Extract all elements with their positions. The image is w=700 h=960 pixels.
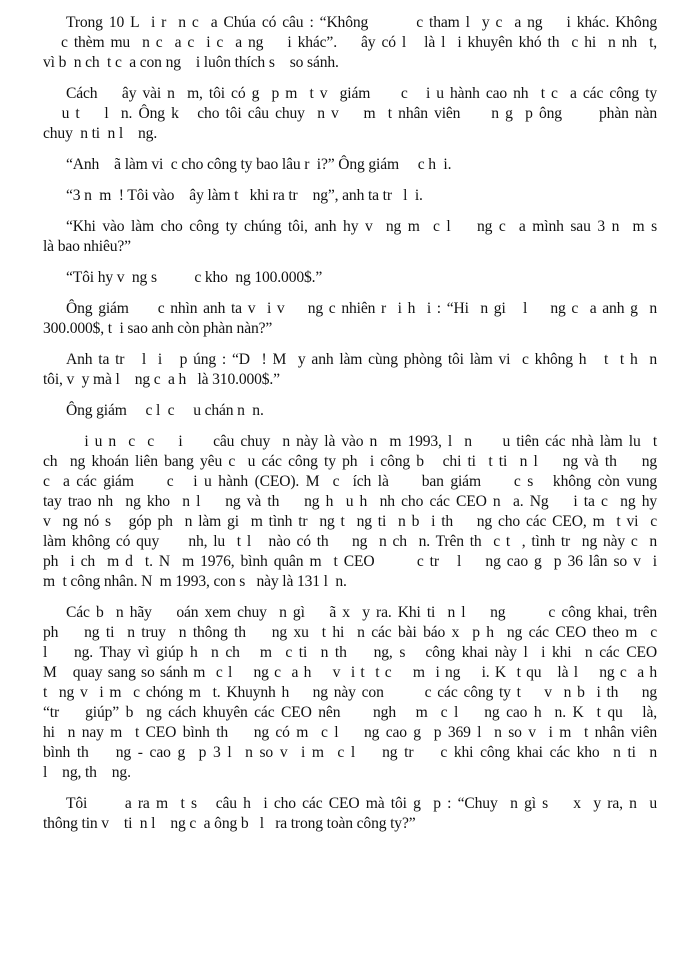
- paragraph-2-line-2: u t l n. Ông k cho tôi câu chuy n v m t nhân viên n g p ông phàn nàn: [43, 105, 657, 122]
- paragraph-10-line-5: v ng nó s góp ph n làm gi m tình tr ng t ng ti n b i th ng cho các CEO, m t vi c: [43, 513, 657, 530]
- paragraph-11-line-4: M quay sang so sánh m c l ng c a h v i t t c m i ng i. K t qu là l ng c a h: [43, 664, 657, 681]
- paragraph-11-line-7: hi n nay m t CEO bình th ng có m c l ng cao g p 369 l n so v i m t nhân viên: [43, 724, 657, 741]
- paragraph-10-line-1: i u n c c i câu chuy n này là vào n m 1993, l n u tiên các nhà làm lu t: [66, 433, 657, 450]
- paragraph-10-line-7: ph i ch m d t. N m 1976, bình quân m t CEO c tr l ng cao g p 36 lân so v i: [43, 553, 657, 570]
- paragraph-5-line-2: là bao nhiêu?”: [43, 238, 131, 255]
- paragraph-3-line-1: “Anh ã làm vi c cho công ty bao lâu r i?” Ông giám c h i.: [66, 156, 452, 173]
- paragraph-11-line-3: l ng. Thay vì giúp h n ch m c ti n th ng, s công khai này l i khi n các CEO: [43, 644, 657, 661]
- paragraph-11-line-6: “tr giúp” b ng cách khuyên các CEO nên ngh m c l ng cao h n. K t qu là,: [43, 704, 657, 721]
- paragraph-12-line-1: Tôi a ra m t s câu h i cho các CEO mà tôi g p : “Chuy n gì s x y ra, n u: [66, 795, 657, 812]
- paragraph-10-line-3: c a các giám c i u hành (CEO). M c ích là ban giám c s không còn vung: [43, 473, 657, 490]
- paragraph-5-line-1: “Khi vào làm cho công ty chúng tôi, anh hy v ng m c l ng c a mình sau 3 n m s: [66, 218, 657, 235]
- paragraph-8-line-1: Anh ta tr l i p úng : “D ! M y anh làm cùng phòng tôi làm vi c không h t t h n: [66, 351, 657, 368]
- paragraph-7-line-2: 300.000$, t i sao anh còn phàn nàn?”: [43, 320, 273, 337]
- paragraph-8-line-2: tôi, v y mà l ng c a h là 310.000$.”: [43, 371, 280, 388]
- paragraph-11-line-8: bình th ng - cao g p 3 l n so v i m c l ng tr c khi công khai các kho n ti n: [43, 744, 657, 761]
- paragraph-7-line-1: Ông giám c nhìn anh ta v i v ng c nhiên r i h i : “Hi n gi l ng c a anh g n: [66, 300, 657, 317]
- paragraph-1-line-1: Trong 10 L i r n c a Chúa có câu : “Không c tham l y c a ng i khác. Không: [66, 14, 657, 31]
- paragraph-11-line-5: t ng v i m c chóng m t. Khuynh h ng này con c các công ty t v n b i th ng: [43, 684, 657, 701]
- paragraph-10-line-8: m t công nhân. N m 1993, con s này là 131 l n.: [43, 573, 347, 590]
- paragraph-6-line-1: “Tôi hy v ng s c kho ng 100.000$.”: [66, 269, 323, 286]
- paragraph-11-line-9: l ng, th ng.: [43, 764, 131, 781]
- paragraph-1-line-3: vì b n ch t c a con ng i luôn thích s so sánh.: [43, 54, 339, 71]
- paragraph-12-line-2: thông tin v ti n l ng c a ông b l ra trong toàn công ty?”: [43, 815, 416, 832]
- paragraph-11-line-2: ph ng ti n truy n thông th ng xu t hi n các bài báo x p h ng các CEO theo m c: [43, 624, 657, 641]
- paragraph-2-line-3: chuy n ti n l ng.: [43, 125, 158, 142]
- paragraph-4-line-1: “3 n m ! Tôi vào ây làm t khi ra tr ng”, anh ta tr l i.: [66, 187, 423, 204]
- paragraph-10-line-2: ch ng khoán liên bang yêu c u các công ty ph i công b chi ti t ti n l ng và th ng: [43, 453, 657, 470]
- paragraph-1-line-2: c thèm mu n c a c i c a ng i khác”. ây có l là l i khuyên khó th c hi n nh t,: [43, 34, 657, 51]
- paragraph-2-line-1: Cách ây vài n m, tôi có g p m t v giám c i u hành cao nh t c a các công ty: [66, 85, 657, 102]
- paragraph-10-line-6: làm không có quy nh, lu t l nào có th ng n ch n. Trên th c t , tình tr ng này c n: [43, 533, 657, 550]
- paragraph-9-line-1: Ông giám c l c u chán n n.: [66, 402, 264, 419]
- paragraph-11-line-1: Các b n hãy oán xem chuy n gì ã x y ra. Khi ti n l ng c công khai, trên: [66, 604, 657, 621]
- paragraph-10-line-4: tay trao nh ng kho n l ng và th ng h u h nh cho các CEO n a. Ng i ta c ng hy: [43, 493, 657, 510]
